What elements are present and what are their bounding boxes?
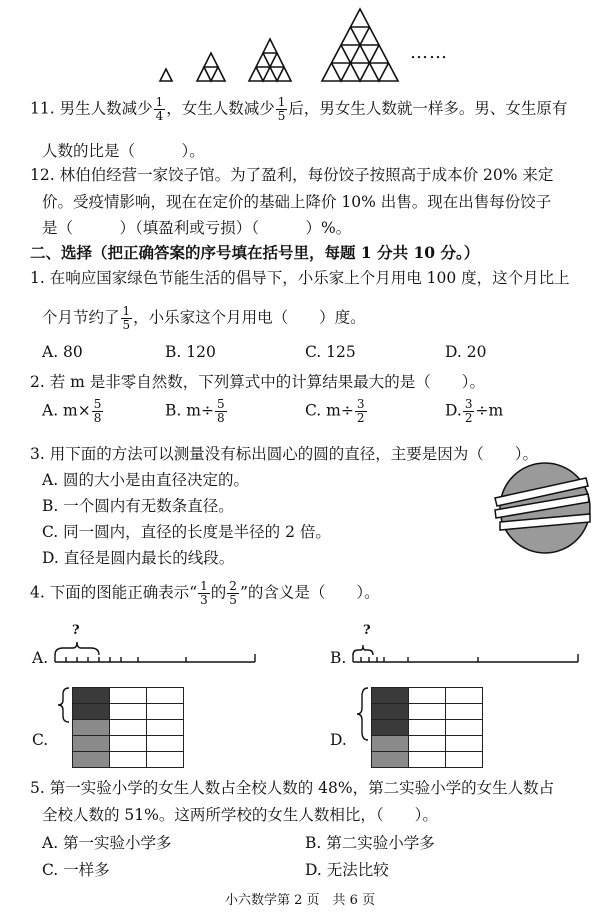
choice2-option-d[interactable]: D. $\frac{3}{2}$ ÷m (445, 397, 504, 425)
page-footer: 小六数学第 2 页 共 6 页 (225, 893, 376, 908)
choice5-option-c[interactable]: C. 一样多 (42, 861, 110, 879)
q12-line3: 是（ ）（填盈利或亏损）（ ）%。 (42, 219, 352, 237)
choice5-line1: 5. 第一实验小学的女生人数占全校人数的 48%，第二实验小学的女生人数占 (30, 779, 555, 797)
choice1-line1: 1. 在响应国家绿色节能生活的倡导下，小乐家上个月用电 100 度，这个月比上 (30, 269, 570, 287)
circle-ruler-illustration (490, 450, 600, 560)
choice2-b-fraction: $\frac{5}{8}$ (216, 397, 225, 425)
choice4-option-d-label[interactable]: D. (330, 731, 347, 749)
choice4-question: 4. 下面的图能正确表示“ $\frac{1}{3}$ 的 $\frac{2}{5}$ ”的含义是（ ）。 (30, 579, 380, 607)
choice4-option-b-number-line (348, 625, 583, 670)
q12-line2: 价。受疫情影响，现在在定价的基础上降价 10% 出售。现在出售每份饺子 (42, 193, 552, 211)
q11-fraction-1: $\frac{1}{4}$ (155, 95, 164, 123)
choice2-a-fraction: $\frac{5}{8}$ (93, 397, 102, 425)
choice4-fraction-2: $\frac{2}{5}$ (229, 579, 237, 607)
choice2-d-fraction: $\frac{3}{2}$ (464, 397, 473, 425)
choice4-option-d-grid (371, 687, 483, 768)
choice4-option-b-label[interactable]: B. (330, 649, 347, 667)
choice3-option-d[interactable]: D. 直径是圆内最长的线段。 (42, 549, 235, 567)
choice3-question: 3. 用下面的方法可以测量没有标出圆心的圆的直径，主要是因为（ ）。 (30, 445, 538, 463)
choice4-option-b-question-mark: ? (363, 623, 371, 638)
choice3-option-a[interactable]: A. 圆的大小是由直径决定的。 (42, 471, 250, 489)
choice1-line2: 个月节约了 $\frac{1}{5}$ ，小乐家这个月用电（ ）度。 (42, 304, 366, 332)
choice3-option-b[interactable]: B. 一个圆内有无数条直径。 (42, 497, 234, 515)
q11-fraction-2: $\frac{1}{5}$ (277, 95, 286, 123)
choice4-option-a-question-mark: ? (72, 623, 80, 638)
choice1-option-c[interactable]: C. 125 (305, 343, 356, 361)
choice3-option-c[interactable]: C. 同一圆内，直径的长度是半径的 2 倍。 (42, 523, 331, 541)
pattern-ellipsis: …… (410, 42, 448, 63)
choice2-question: 2. 若 m 是非零自然数，下列算式中的计算结果最大的是（ ）。 (30, 373, 486, 391)
q12-line1: 12. 林伯伯经营一家饺子馆。为了盈利，每份饺子按照高于成本价 20% 来定 (30, 166, 554, 184)
choice4-fraction-1: $\frac{1}{3}$ (200, 579, 208, 607)
q11-line2: 人数的比是（ ）。 (42, 142, 205, 160)
q11-line1: 11. 男生人数减少 $\frac{1}{4}$ ，女生人数减少 $\frac{1}{5}$ 后，男女生人数就一样多。男、女生原有 (30, 95, 568, 123)
triangle-pattern-figure (0, 0, 609, 92)
choice1-option-a[interactable]: A. 80 (42, 343, 83, 361)
choice1-option-b[interactable]: B. 120 (165, 343, 216, 361)
section-2-heading: 二、选择（把正确答案的序号填在括号里，每题 1 分共 10 分。） (30, 243, 480, 262)
choice2-option-a[interactable]: A. m× $\frac{5}{8}$ (42, 397, 102, 425)
choice5-option-d[interactable]: D. 无法比较 (305, 861, 389, 879)
choice2-c-fraction: $\frac{3}{2}$ (356, 397, 365, 425)
choice1-option-d[interactable]: D. 20 (445, 343, 487, 361)
choice1-fraction: $\frac{1}{5}$ (122, 304, 131, 332)
choice2-option-c[interactable]: C. m÷ $\frac{3}{2}$ (305, 397, 365, 425)
choice4-option-d-brace (355, 686, 371, 742)
choice4-option-a-label[interactable]: A. (32, 649, 49, 667)
choice4-option-c-grid (72, 687, 184, 768)
choice5-option-a[interactable]: A. 第一实验小学多 (42, 834, 172, 852)
choice2-option-b[interactable]: B. m÷ $\frac{5}{8}$ (165, 397, 225, 425)
choice4-option-a-number-line (50, 620, 260, 670)
choice5-line2: 全校人数的 51%。这两所学校的女生人数相比，（ ）。 (42, 806, 438, 824)
choice4-option-c-label[interactable]: C. (32, 731, 49, 749)
choice5-option-b[interactable]: B. 第二实验小学多 (305, 834, 435, 852)
choice4-option-c-brace (56, 686, 72, 724)
